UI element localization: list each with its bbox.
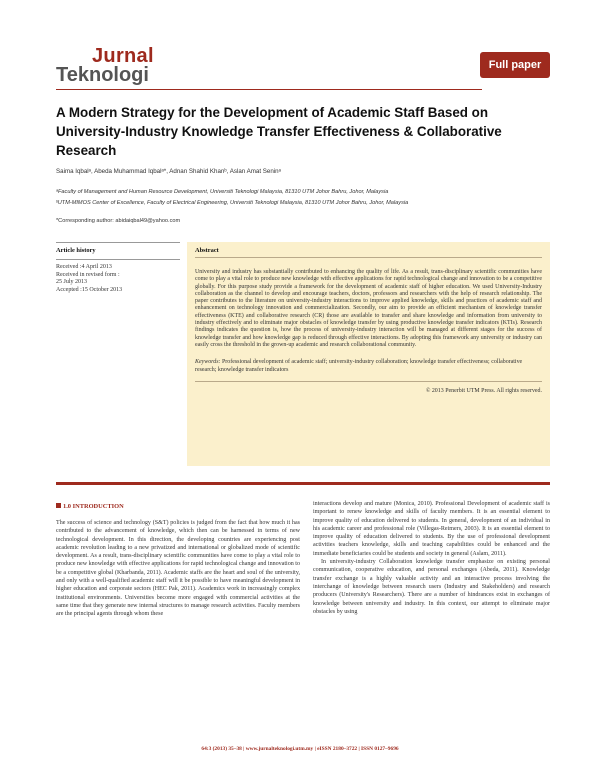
history-heading-rule	[56, 259, 180, 260]
journal-name-line1: Jurnal	[92, 45, 154, 67]
header-rule	[56, 89, 482, 90]
history-received: Received :4 April 2013	[56, 264, 112, 270]
keywords-text: Professional development of academic staff; university-industry collaboration; knowledge transfer effectiveness; collaborative research; knowledge transfer indicators	[195, 359, 523, 373]
copyright-notice: © 2013 Penerbit UTM Press. All rights reserved.	[425, 387, 542, 394]
affiliation-b: ᵇUTM-MIMOS Center of Excellence, Faculty of Electrical Engineering, Universiti Teknologi Malaysia, 81310 UTM Johor Bahru, Johor, Malaysia	[56, 200, 409, 206]
history-accepted: Accepted :15 October 2013	[56, 286, 123, 293]
article-history	[56, 242, 180, 294]
section-marker-icon	[56, 503, 61, 508]
history-revised-date: 25 July 2013	[56, 279, 88, 286]
page-footer: 64:3 (2013) 35–38 | www.jurnalteknologi.utm.my | eISSN 2180–3722 | ISSN 0127–9696	[201, 746, 399, 752]
corresponding-author: *Corresponding author: abidaiqbal49@yahoo.com	[56, 218, 181, 224]
left-column	[56, 519, 300, 619]
affiliation-a: ᵃFaculty of Management and Human Resource Development, Universiti Teknologi Malaysia, 81310 UTM Johor Bahru, Johor, Malaysia	[56, 189, 389, 195]
abstract-heading: Abstract	[195, 247, 542, 258]
copyright-rule	[195, 381, 542, 382]
abstract-text: University and industry has substantially contributed to enhancing the quality of life. As a result, trans-disciplinary scientific communities have come to play a vital role to produce new knowledge with effective applications for rapid technological change and innovation to be a competitive globally. For this purpose study provide a framework for the development of academic staff of higher education. We used University-Industry collaboration as the channel to develop and encourage teachers, doctors, professors and researchers with the help of research relationship. The paper contributes to the literature on university-industry interactions to improve applied knowledge, skills and practices of academic staff and enhancement on technology innovation and commercialization. Secondly, our aim to provide an efficient mechanism of knowledge transfer effectiveness (KTE) and collaborative research (CR) those are available to transfer and share knowledge and information from university to industry effectively and to eliminate major obstacles of knowledge transfer by using productive knowledge transfer indicators (KTIs). Research findings indicates the question is, how the process of university-industry interaction will be managed at different stages for the success of knowledge transfer and how knowledge gap is reduced through effective interactions. By adopting this framework any university or industry can easily cross the threshold in the grown-up academic and research collaborational community.	[195, 269, 542, 348]
section-heading-text: 1.0 INTRODUCTION	[63, 503, 124, 510]
left-paragraph-1: The success of science and technology (S&T) policies is judged from the fact that how much it has contributed to the advancement of knowledge, which then can be harnessed in terms of new technological development. In this direction, the developing countries are experiencing post academic revolution leading to a new privatized and international or globalized mode of scientific development. As a result, trans-disciplinary scientific communities have come to play a vital role to produce new knowledge with effective applications for rapid technological change and innovation to be a competitive global (Kharbanda, 2011). Academic staffs are the heart and soul of the university, and only with a well-qualified academic staff will it be possible to have meaningful development in higher education and corporate sectors (HEC Pak, 2011). Academics work in increasingly complex institutional environments. Universities become more engaged with commercial activities at the same time that they generate new internal structures to manage research activities. Faculty members are the principal agents through whom these	[56, 520, 300, 618]
paper-title: A Modern Strategy for the Development of Academic Staff Based on University-Industry Knowledge Transfer Effectiveness & Collaborative Research	[56, 105, 502, 158]
abstract-box	[187, 242, 550, 466]
section-divider	[56, 482, 550, 485]
keywords	[195, 359, 542, 374]
journal-logo	[56, 46, 154, 85]
full-paper-badge: Full paper	[480, 52, 550, 78]
section-heading	[56, 503, 124, 510]
author-list: Saima Iqbalᵃ, Abeda Muhammad Iqbalᵃ*, Adnan Shahid Khanᵇ, Aslan Amat Seninᵃ	[56, 168, 281, 175]
history-revised-label: Received in revised form :	[56, 271, 120, 278]
right-column	[313, 500, 550, 616]
keywords-label: Keywords:	[195, 359, 221, 366]
history-heading: Article history	[56, 247, 96, 254]
right-paragraph-1: interactions develop and mature (Monica, 2010). Professional Development of academic staff is important to renew knowledge and skills of faculty members. It is an essential element to improve quality of education delivered to students. In general, development of an individual in his academic career and professional role (Villegas-Reimers, 2003). It is an essential element to improve quality of education delivered to students. By the use of professional development activities teachers knowledge, skills and teaching capabilities could be enhanced and the immediate beneficiaries could be students and society in general (Aslam, 2011).	[313, 501, 550, 557]
history-top-rule	[56, 242, 180, 243]
right-paragraph-2: In university-industry Collaboration knowledge transfer emphasize on existing personal communication, cooperative education, and personal exchanges (Abeda, 2011). Knowledge transfer exchange is a highly valuable activity and an interactive process involving the interchange of knowledge between research users (Industry and Stakeholders) and research producers (University's Researchers). There are a number of hindrances exist in exchanges of knowledge between university and industry. In this context, our attempt to eliminate major obstacles by using	[313, 559, 550, 615]
journal-name-line2: Teknologi	[56, 64, 149, 86]
